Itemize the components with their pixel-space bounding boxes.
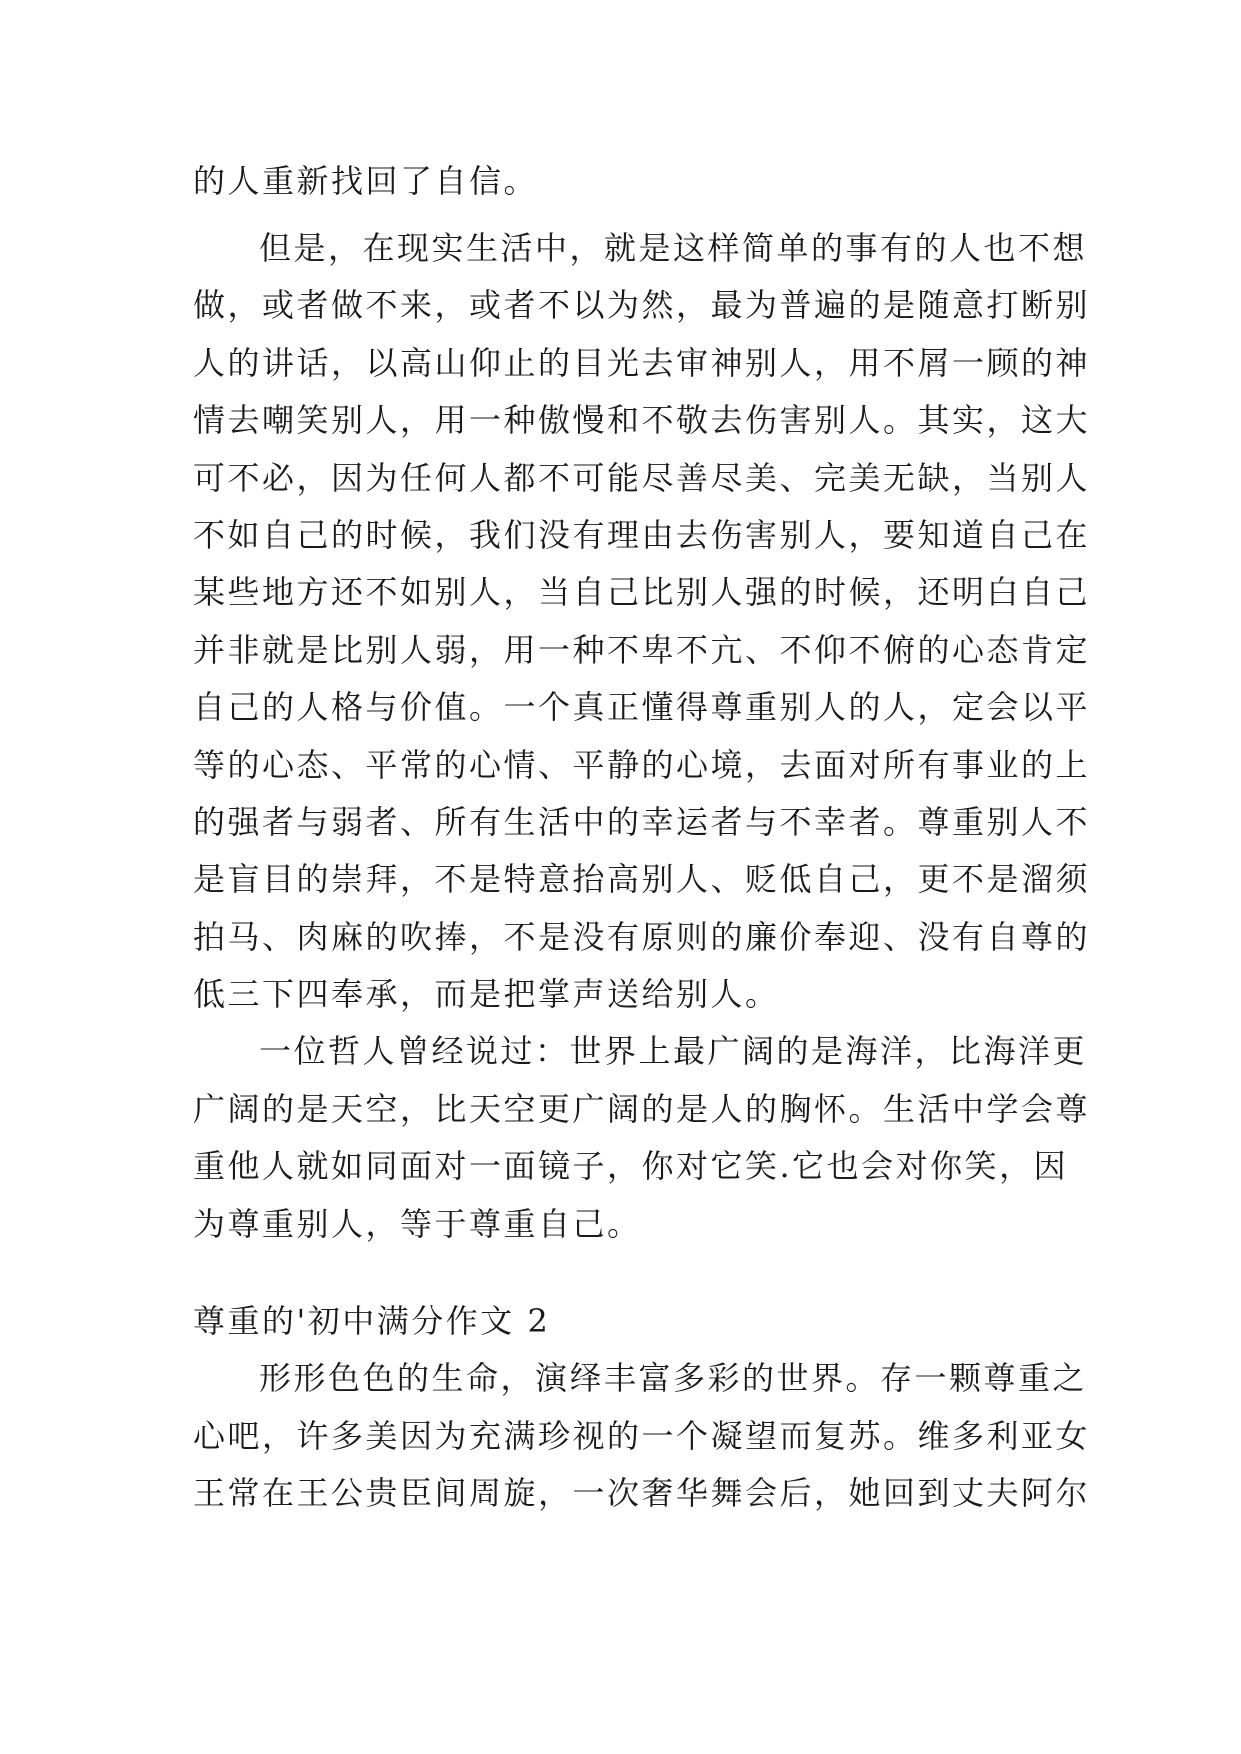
- text-line: 是盲目的崇拜，不是特意抬高别人、贬低自己，更不是溜须: [193, 860, 1091, 899]
- text-line: 并非就是比别人弱，用一种不卑不亢、不仰不俯的心态肯定: [193, 630, 1091, 669]
- paragraph: [193, 1023, 1091, 1253]
- text-line: 但是，在现实生活中，就是这样简单的事有的人也不想: [259, 229, 1088, 267]
- section-spacer: [193, 1253, 1049, 1293]
- text-line: 可不必，因为任何人都不可能尽善尽美、完美无缺，当别人: [193, 458, 1091, 497]
- text-line: 低三下四奉承，而是把掌声送给别人。: [193, 975, 780, 1014]
- text-line: 的人重新找回了自信。: [193, 162, 539, 200]
- text-line: 王常在王公贵臣间周旋，一次奢华舞会后，她回到丈夫阿尔: [193, 1474, 1091, 1513]
- section-heading: 尊重的'初中满分作文 2: [193, 1302, 551, 1341]
- text-line: 等的心态、平常的心情、平静的心境，去面对所有事业的上: [193, 745, 1091, 784]
- paragraph: [193, 220, 1091, 1023]
- text-line: 一位哲人曾经说过：世界上最广阔的是海洋，比海洋更: [259, 1032, 1088, 1071]
- text-line: 人的讲话，以高山仰止的目光去审神别人，用不屑一顾的神: [193, 343, 1091, 382]
- text-line: 情去嘲笑别人，用一种傲慢和不敬去伤害别人。其实，这大: [193, 401, 1091, 440]
- document-body: [193, 158, 1091, 1523]
- text-line: 不如自己的时候，我们没有理由去伤害别人，要知道自己在: [193, 515, 1091, 554]
- text-line: 形形色色的生命，演绎丰富多彩的世界。存一颗尊重之: [259, 1359, 1088, 1398]
- text-line: 重他人就如同面对一面镜子，你对它笑.它也会对你笑，因: [193, 1147, 1069, 1186]
- text-line: 自己的人格与价值。一个真正懂得尊重别人的人，定会以平: [193, 688, 1091, 727]
- text-line: 心吧，许多美因为充满珍视的一个凝望而复苏。维多利亚女: [193, 1416, 1091, 1455]
- text-line: 做，或者做不来，或者不以为然，最为普遍的是随意打断别: [193, 286, 1091, 325]
- text-line: 广阔的是天空，比天空更广阔的是人的胸怀。生活中学会尊: [193, 1089, 1091, 1128]
- paragraph: [193, 1350, 1091, 1522]
- text-line: 为尊重别人，等于尊重自己。: [193, 1204, 642, 1243]
- text-line: 拍马、肉麻的吹捧，不是没有原则的廉价奉迎、没有自尊的: [193, 917, 1091, 956]
- text-line: 的强者与弱者、所有生活中的幸运者与不幸者。尊重别人不: [193, 802, 1091, 841]
- text-line: 某些地方还不如别人，当自己比别人强的时候，还明白自己: [193, 573, 1091, 612]
